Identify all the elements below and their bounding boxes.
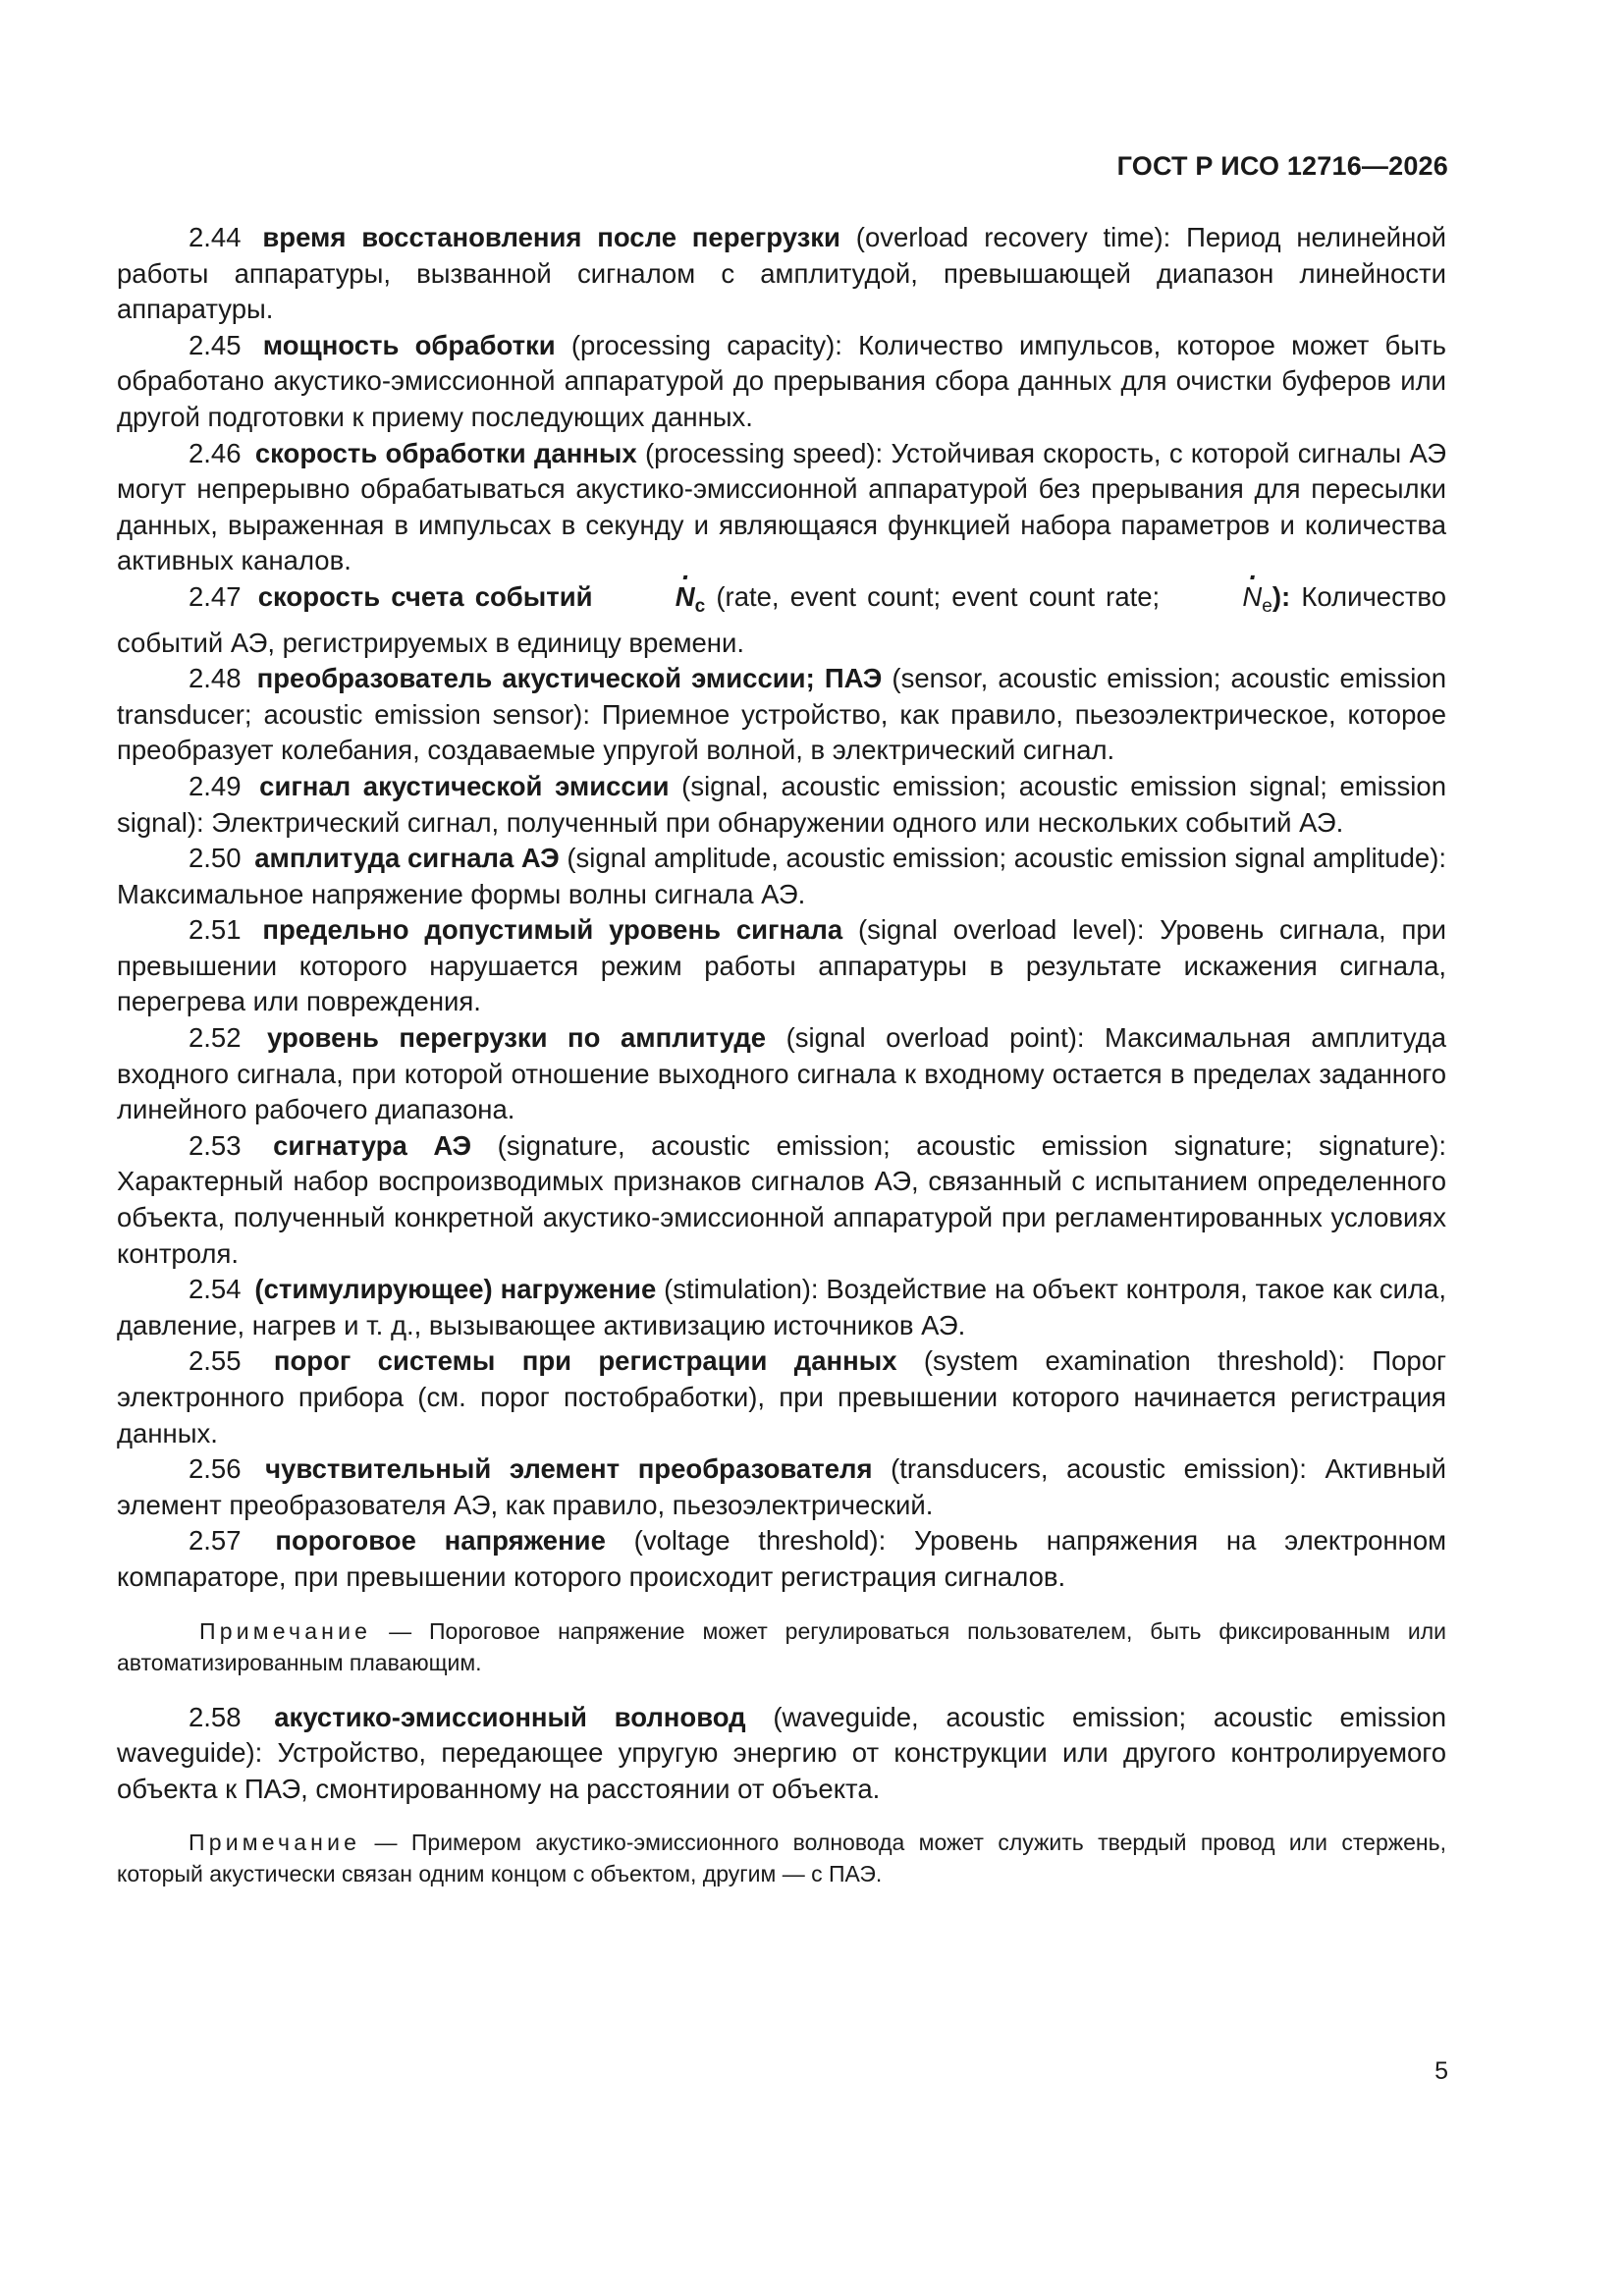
term-name: порог системы при регистрации данных	[273, 1345, 897, 1377]
term-definition: (processing capacity): Количество импульсов, которое может быть обработано акустико-эмиссионной аппаратурой до прерывания сбора данных для очистки буферов или другой подготовки к приему последующих данных.	[117, 329, 1446, 432]
term-definition: (signal overload level): Уровень сигнала, при превышении которого нарушается режим работы аппаратуры в результате искажения сигнала, перегрева или повреждения.	[117, 914, 1447, 1017]
term-name: чувствительный элемент преобразователя	[265, 1453, 873, 1485]
term-definition: (processing speed): Устойчивая скорость, с которой сигналы АЭ могут непрерывно обрабатываться акустико-эмиссионной аппаратурой без прерывания для пересылки данных, выраженная в импульсах в секунду и являющаяся функцией набора параметров и количества активных каналов.	[117, 437, 1447, 576]
term-name: акустико-эмиссионный волновод	[274, 1701, 746, 1732]
note-waveguide	[117, 1827, 1446, 1889]
term-name: преобразователь акустической эмиссии; ПАЭ	[256, 663, 883, 694]
term-definition: (transducers, acoustic emission): Активный элемент преобразователя АЭ, как правило, пьезоэлектрический.	[117, 1453, 1447, 1520]
term-name: уровень перегрузки по амплитуде	[267, 1022, 767, 1054]
entry-number: 2.50	[189, 843, 242, 874]
term-name: предельно допустимый уровень сигнала	[262, 914, 843, 946]
term-definition: (system examination threshold): Порог электронного прибора (см. порог постобработки), при превышении которого начинается регистрация данных.	[117, 1345, 1447, 1449]
note-voltage-threshold	[117, 1615, 1446, 1678]
entry-number: 2.45	[189, 329, 242, 360]
page-number: 5	[1434, 2057, 1448, 2085]
note-text: — Примером акустико-эмиссионного волновода может служить твердый провод или стержень, который акустически связан одним концом с объектом, другим — с ПАЭ.	[117, 1830, 1446, 1887]
term-entry-2-47	[117, 579, 1446, 661]
term-entry-2-45	[117, 328, 1446, 436]
term-entry-2-51	[117, 912, 1446, 1020]
term-entry-2-54	[117, 1272, 1446, 1343]
entry-number: 2.56	[189, 1453, 242, 1485]
term-name: сигнатура АЭ	[273, 1129, 472, 1161]
term-entry-2-55	[117, 1343, 1446, 1451]
term-definition: (signal amplitude, acoustic emission; acoustic emission signal amplitude): Максимальное напряжение формы волны сигнала АЭ.	[117, 843, 1447, 909]
term-entry-2-46	[117, 436, 1446, 579]
terms-content	[117, 220, 1446, 1911]
term-entry-2-50	[117, 841, 1446, 912]
term-name: сигнал акустической эмиссии	[259, 770, 670, 801]
note-text: — Пороговое напряжение может регулироваться пользователем, быть фиксированным или автоматизированным плавающим.	[117, 1617, 1446, 1675]
entry-number: 2.53	[189, 1129, 242, 1161]
term-name: время восстановления после перегрузки	[262, 222, 840, 252]
term-definition: (stimulation): Воздействие на объект контроля, такое как сила, давление, нагрев и т. д., вызывающее активизацию источников АЭ.	[117, 1274, 1446, 1340]
term-entry-2-44	[117, 220, 1446, 328]
term-definition: (waveguide, acoustic emission; acoustic emission waveguide): Устройство, передающее упругую энергию от конструкции или другого контролируемого объекта к ПАЭ, смонтированному на расстоянии от объекта.	[117, 1701, 1446, 1804]
term-name: мощность обработки	[262, 329, 556, 360]
entry-number: 2.58	[189, 1701, 242, 1732]
term-name: (стимулирующее) нагружение	[254, 1274, 657, 1305]
term-definition: (signal overload point): Максимальная амплитуда входного сигнала, при которой отношение выходного сигнала к входному остается в пределах заданного линейного рабочего диапазона.	[117, 1022, 1446, 1125]
entry-number: 2.57	[189, 1525, 242, 1557]
term-name: амплитуда сигнала АЭ	[254, 843, 560, 874]
term-entry-2-56	[117, 1451, 1446, 1523]
term-entry-2-52	[117, 1020, 1446, 1128]
standard-header: ГОСТ Р ИСО 12716—2026	[1116, 151, 1448, 181]
note-label: Примечание	[199, 1617, 372, 1644]
term-symbol-alt: · $N_e$	[1170, 581, 1271, 612]
term-name: скорость обработки данных	[254, 437, 637, 468]
term-definition-part: (rate, event count; event count rate;	[705, 580, 1171, 612]
term-symbol: · $N_c$	[604, 581, 705, 612]
entry-number: 2.46	[189, 437, 242, 468]
entry-number: 2.49	[189, 770, 242, 801]
entry-number: 2.55	[189, 1345, 242, 1377]
term-entry-2-53	[117, 1128, 1446, 1272]
term-entry-2-57	[117, 1523, 1446, 1595]
term-definition-sep: ):	[1271, 580, 1291, 612]
term-entry-2-49	[117, 769, 1446, 841]
term-definition: (signal, acoustic emission; acoustic emission signal; emission signal): Электрический сигнал, полученный при обнаружении одного или нескольких событий АЭ.	[117, 770, 1446, 838]
term-definition: Количество событий АЭ, регистрируемых в единицу времени.	[117, 580, 1447, 658]
term-entry-2-48	[117, 661, 1446, 769]
term-name: пороговое напряжение	[275, 1525, 606, 1557]
entry-number: 2.54	[189, 1274, 242, 1305]
term-entry-2-58	[117, 1700, 1446, 1808]
term-definition: (voltage threshold): Уровень напряжения на электронном компараторе, при превышении которого происходит регистрация сигналов.	[117, 1525, 1447, 1592]
term-definition: (overload recovery time): Период нелинейной работы аппаратуры, вызванной сигналом с амплитудой, превышающей диапазон линейности аппаратуры.	[117, 222, 1446, 325]
note-label: Примечание	[189, 1830, 361, 1856]
entry-number: 2.52	[189, 1022, 242, 1054]
term-definition: (sensor, acoustic emission; acoustic emission transducer; acoustic emission sensor): Приемное устройство, как правило, пьезоэлектрическое, которое преобразует колебания, создаваемые упругой волной, в электрический сигнал.	[117, 663, 1447, 766]
entry-number: 2.44	[189, 222, 242, 252]
entry-number: 2.51	[189, 914, 242, 946]
entry-number: 2.47	[189, 580, 242, 612]
term-name: скорость счета событий	[257, 580, 593, 612]
entry-number: 2.48	[189, 663, 242, 694]
term-definition: (signature, acoustic emission; acoustic emission signature; signature): Характерный набор воспроизводимых признаков сигналов АЭ, связанный с испытанием определенного объекта, полученный конкретной акустико-эмиссионной аппаратурой при регламентированных условиях контроля.	[117, 1129, 1447, 1269]
